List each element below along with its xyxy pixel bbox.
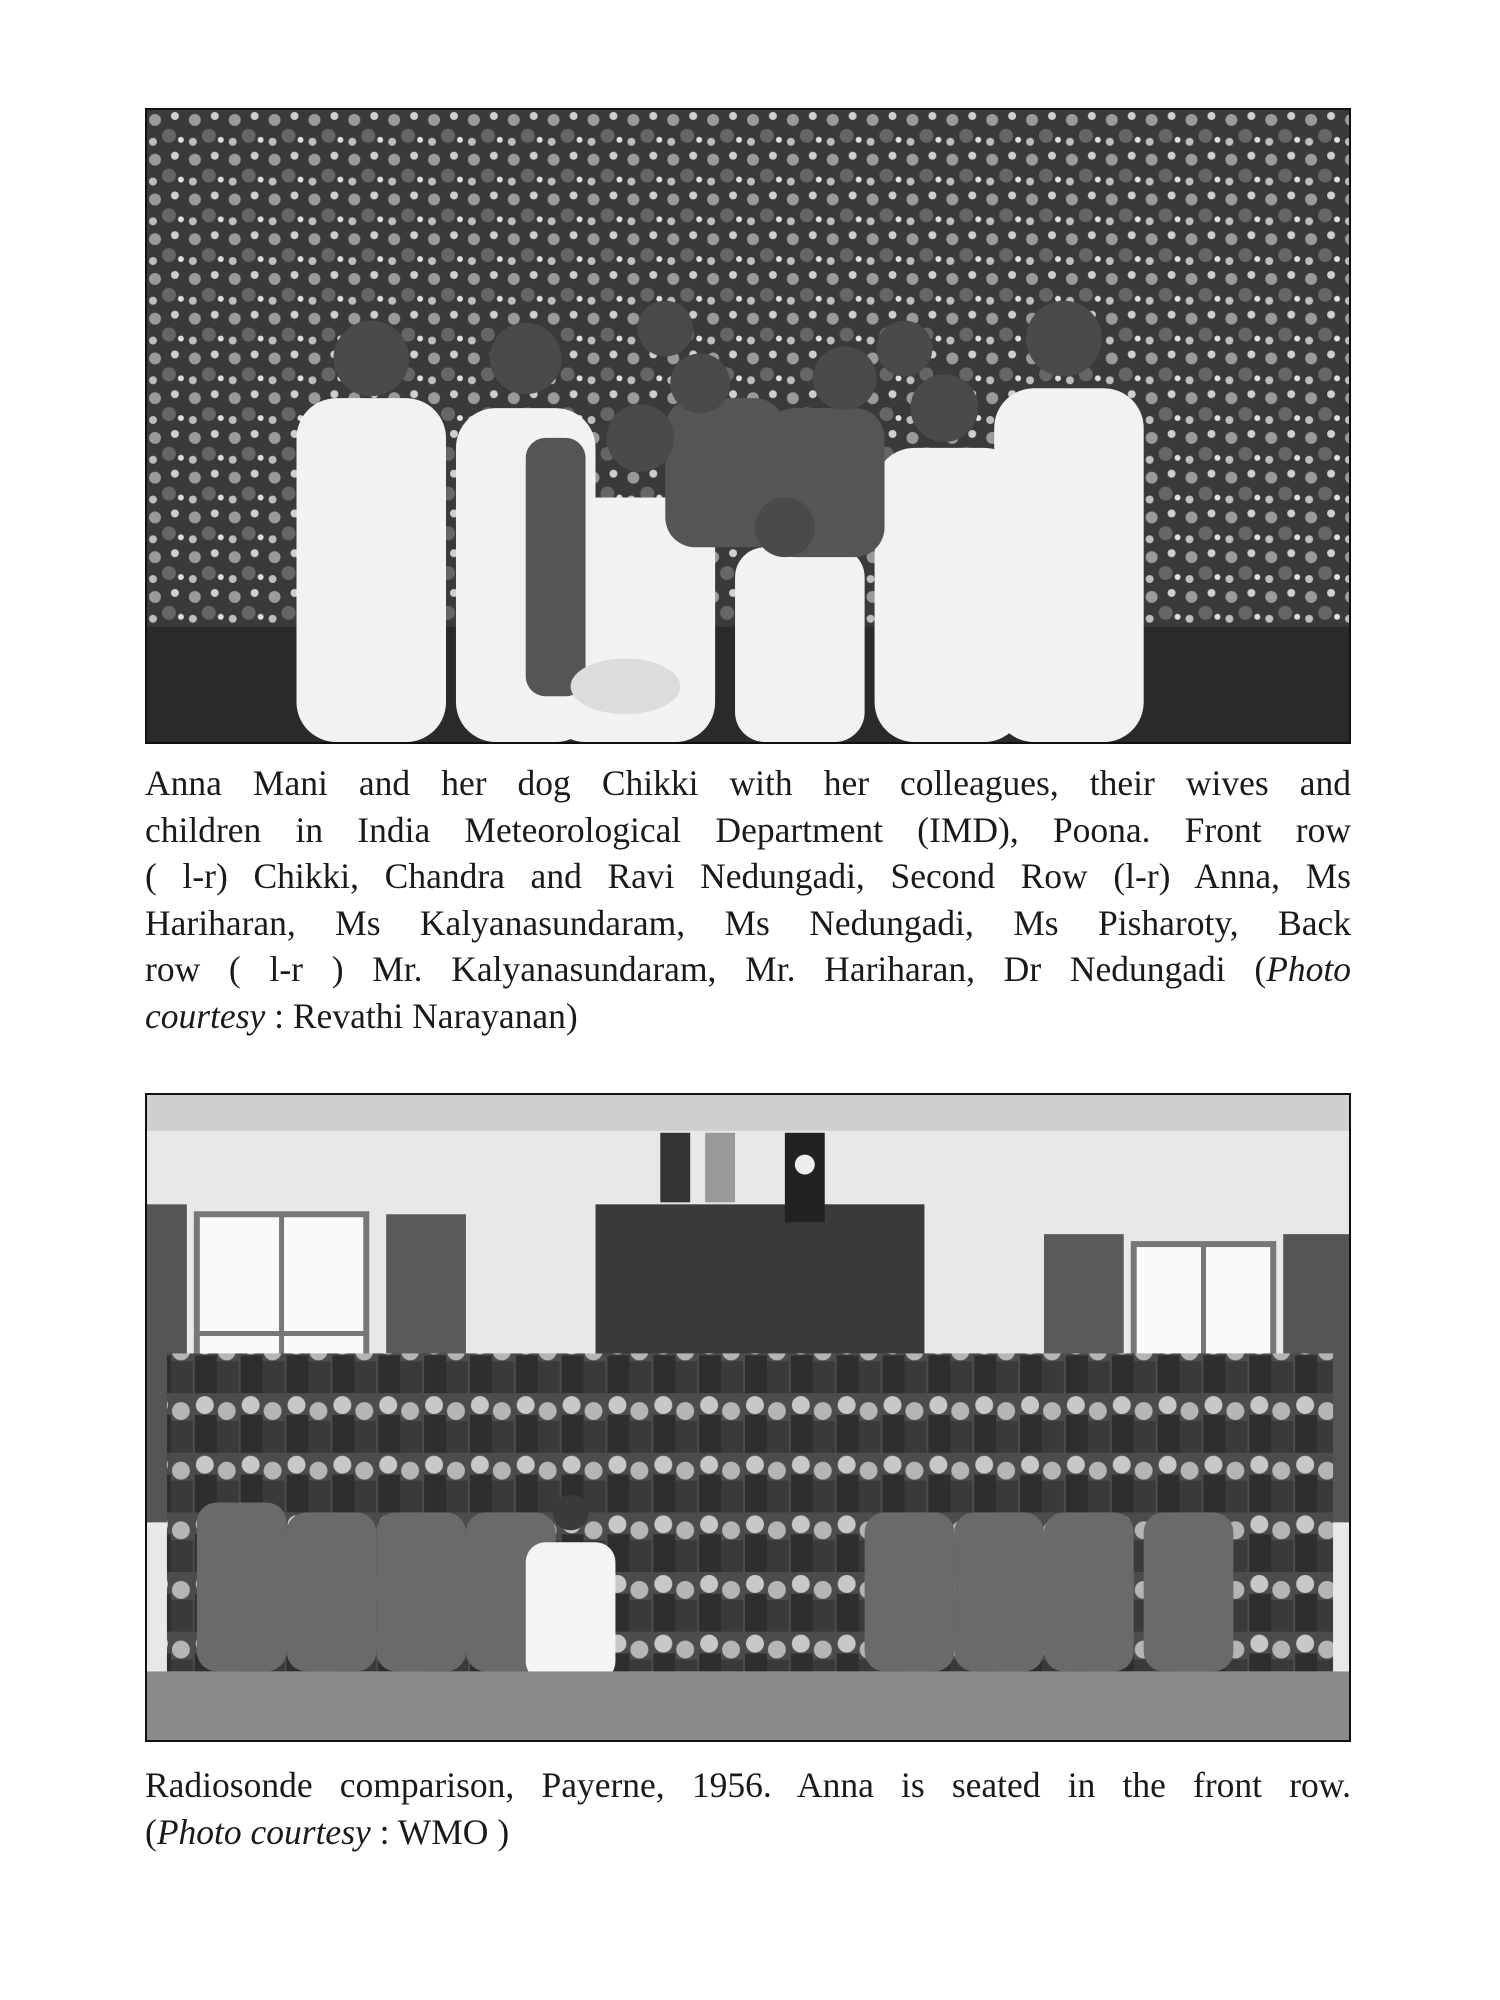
building-photo-image	[147, 1095, 1349, 1740]
caption2-credit: : WMO )	[370, 1811, 510, 1852]
caption1-line-2: children in India Meteorological Department (IMD), Poona. Front row	[145, 809, 1351, 850]
caption1-line-3: ( l-r) Chikki, Chandra and Ravi Nedungadi, Second Row (l-r) Anna, Ms	[145, 856, 1351, 896]
caption1-credit: : Revathi Narayanan)	[265, 995, 578, 1036]
group-photo-garden	[145, 108, 1351, 744]
caption1-line-1: Anna Mani and her dog Chikki with her colleagues, their wives and	[145, 763, 1351, 803]
caption1-line-5-text: row ( l-r ) Mr. Kalyanasundaram, Mr. Hariharan, Dr Nedungadi (	[145, 949, 1267, 989]
garden-photo-image	[147, 110, 1349, 742]
caption2-open-paren: (	[145, 1811, 157, 1852]
caption-garden-photo	[145, 760, 1351, 1039]
caption1-line-6	[145, 993, 1351, 1040]
caption1-courtesy-word: courtesy	[145, 995, 266, 1036]
caption1-line-5	[145, 946, 1351, 993]
caption2-line-1: Radiosonde comparison, Payerne, 1956. Anna is seated in the front row.	[145, 1765, 1351, 1805]
caption1-photo-word: Photo	[1266, 949, 1351, 989]
caption1-line-4: Hariharan, Ms Kalyanasundaram, Ms Nedungadi, Ms Pisharoty, Back	[145, 902, 1351, 943]
caption2-photo-courtesy: Photo courtesy	[156, 1811, 371, 1852]
caption-building-photo	[145, 1762, 1351, 1855]
caption2-line-2	[145, 1809, 1351, 1856]
group-photo-building	[145, 1093, 1351, 1742]
